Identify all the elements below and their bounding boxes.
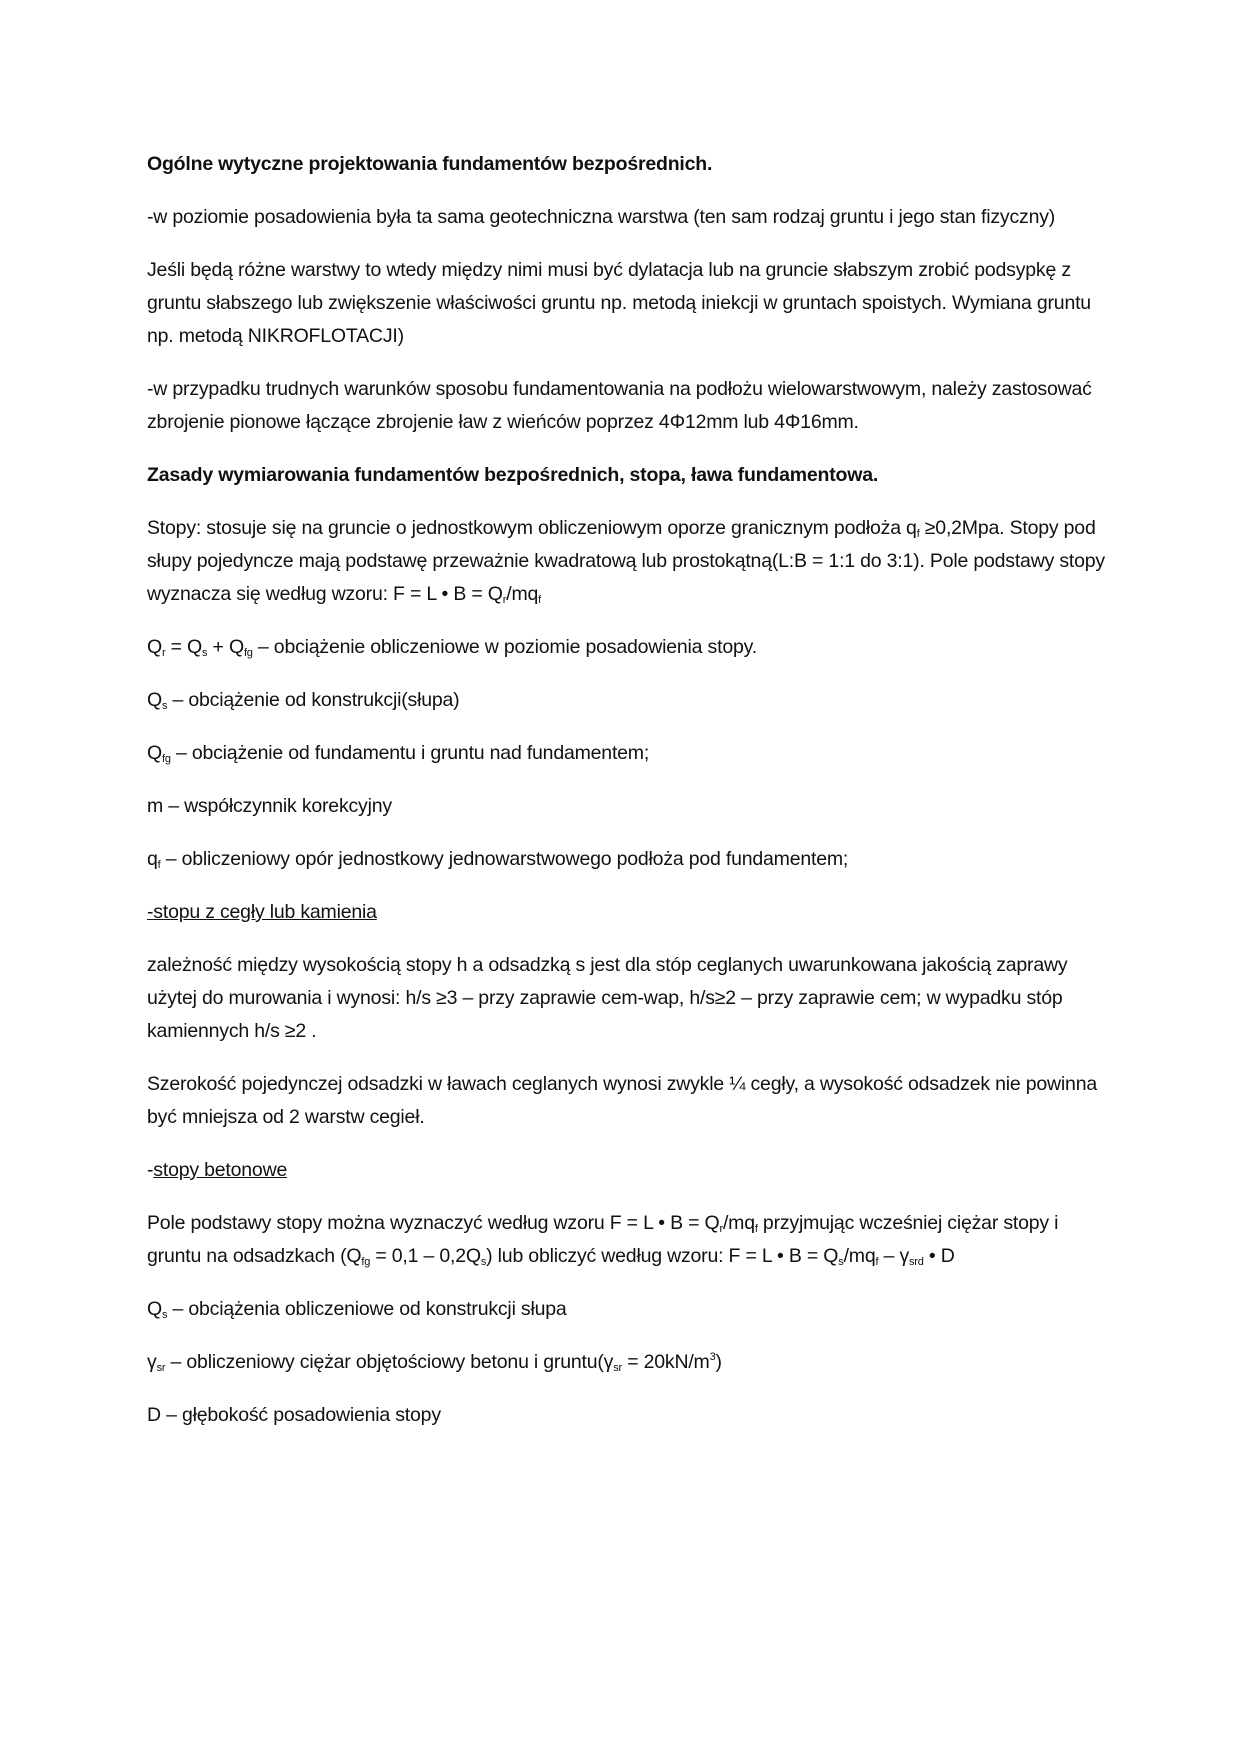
paragraph-footings-intro: Stopy: stosuje się na gruncie o jednostkowym obliczeniowym oporze granicznym podłoża $q_f \ge 0,2Mpa$. Stopy pod słupy pojedyncze mają podstawę przeważnie kwadratową lub prostokątną(L:B = 1:1 do 3:1). Pole podstawy stopy wyznacza się według wzoru: F = L • $B = Q_r/mq_f$ [147, 517, 1105, 606]
section-heading-dimensioning-rules: Zasady wymiarowania fundamentów bezpośrednich, stopa, ława fundamentowa. [147, 464, 879, 486]
paragraph-offset-width: Szerokość pojedynczej odsadzki w ławach ceglanych wynosi zwykle ¼ cegły, a wysokość odsadzek nie powinna być mniejsza od 2 warstw cegieł. [147, 1073, 1097, 1128]
section-heading-general-guidelines: Ogólne wytyczne projektowania fundamentów bezpośrednich. [147, 153, 713, 175]
paragraph-height-offset-relation: zależność między wysokością stopy h a odsadzką s jest dla stóp ceglanych uwarunkowana jakością zaprawy użytej do murowania i wynosi: h/s ≥3 – przy zaprawie cem-wap, h/s≥2 – przy zaprawie cem; w wypadku stóp kamiennych h/s ≥2 . [147, 954, 1068, 1042]
paragraph-concrete-footing-area: Pole podstawy stopy można wyznaczyć według wzoru F = L • $B = Q_r/mq_f$ przyjmując wcześniej ciężar stopy i gruntu na odsadzkach $(Q_{fg} = 0,1 - 0,2Q_s)$ lub obliczyć według wzoru: F = L • $B = Q_s/mq_f - \gamma_{srd}$ • D [147, 1212, 1059, 1268]
paragraph-same-layer: -w poziomie posadowienia była ta sama geotechniczna warstwa (ten sam rodzaj gruntu i jego stan fizyczny) [147, 206, 1056, 228]
paragraph-different-layers: Jeśli będą różne warstwy to wtedy między nimi musi być dylatacja lub na gruncie słabszym zrobić podsypkę z gruntu słabszego lub zwiększenie właściwości gruntu np. metodą iniekcji w gruntach spoistych. Wymiana gruntu np. metodą NIKROFLOTACJI) [147, 259, 1091, 347]
definition-qs-column: $Q_s$ – obciążenia obliczeniowe od konstrukcji słupa [147, 1298, 567, 1321]
subheading-concrete-footing: -stopy betonowe [147, 1159, 288, 1181]
definition-qfg: $Q_{fg}$ – obciążenie od fundamentu i gruntu nad fundamentem; [147, 742, 650, 765]
definition-m: m – współczynnik korekcyjny [147, 795, 392, 817]
paragraph-difficult-conditions: -w przypadku trudnych warunków sposobu fundamentowania na podłożu wielowarstwowym, należy zastosować zbrojenie pionowe łączące zbrojenie ław z wieńców poprzez 4Φ12mm lub 4Φ16mm. [147, 378, 1092, 433]
definition-qs: $Q_s$ – obciążenie od konstrukcji(słupa) [147, 689, 460, 712]
subheading-brick-stone-footing: -stopu z cegły lub kamienia [147, 901, 377, 923]
document-body [147, 148, 1107, 1452]
definition-depth: D – głębokość posadowienia stopy [147, 1404, 441, 1426]
definition-qf: $q_f$ – obliczeniowy opór jednostkowy jednowarstwowego podłoża pod fundamentem; [147, 848, 849, 871]
definition-gamma: $\gamma_{sr}$ – obliczeniowy ciężar objętościowy betonu i $gruntu(\gamma_{sr} = 20kN/m^3)$ [147, 1351, 722, 1374]
definition-qr: $Q_r = Q_s + Q_{fg}$ – obciążenie obliczeniowe w poziomie posadowienia stopy. [147, 636, 757, 659]
